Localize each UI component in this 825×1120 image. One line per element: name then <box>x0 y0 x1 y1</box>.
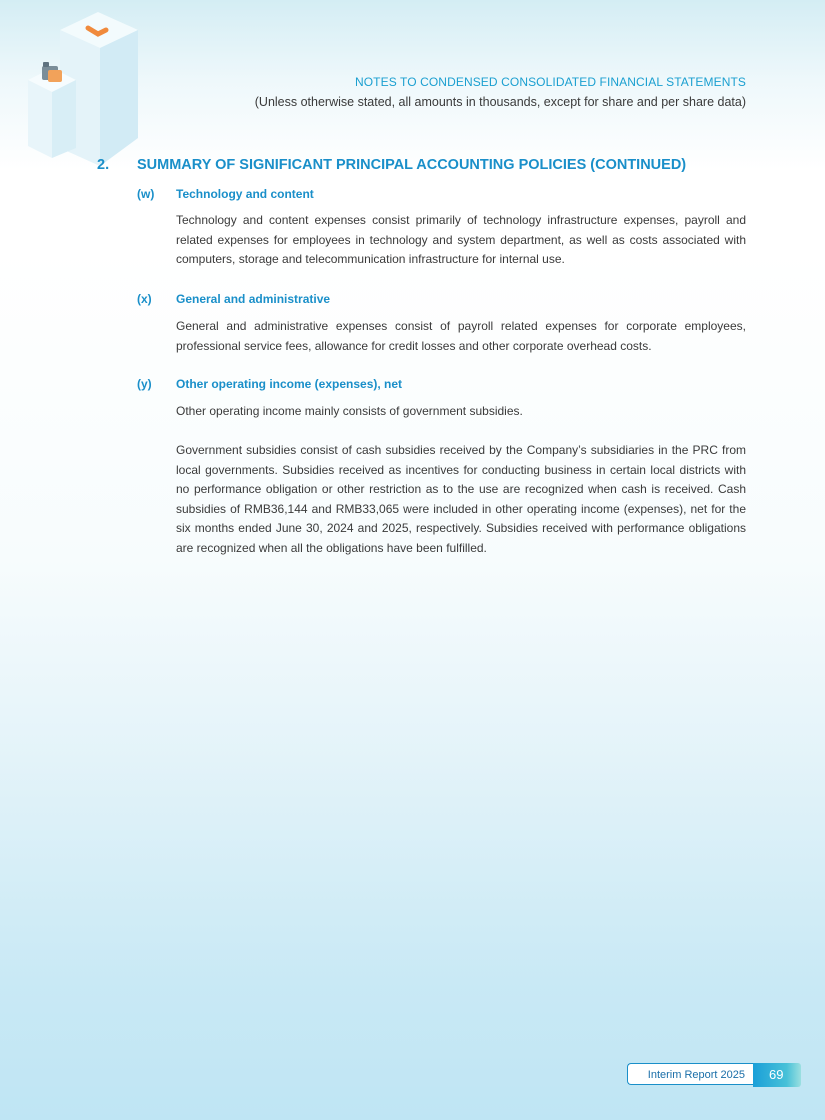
item-w-label: (w) <box>137 187 155 201</box>
item-y-paragraph-1: Other operating income mainly consists of government subsidies. <box>176 404 523 418</box>
decorative-cubes-illustration <box>20 8 150 168</box>
gift-box-icon <box>42 62 62 82</box>
running-header-title: NOTES TO CONDENSED CONSOLIDATED FINANCIAL STATEMENTS <box>354 75 746 89</box>
item-y-title: Other operating income (expenses), net <box>176 377 403 391</box>
section-title: SUMMARY OF SIGNIFICANT PRINCIPAL ACCOUNTING POLICIES (CONTINUED) <box>137 157 687 173</box>
item-x-label: (x) <box>137 292 152 306</box>
section-number: 2. <box>97 157 110 173</box>
page-number: 69 <box>753 1063 801 1087</box>
item-x-title: General and administrative <box>176 292 331 306</box>
item-x-paragraph: General and administrative expenses consist of payroll related expenses for corporate employees, professional service fees, allowance for credit losses and other corporate overhead costs. <box>176 319 746 353</box>
report-label: Interim Report 2025 <box>627 1063 753 1085</box>
item-w-title: Technology and content <box>176 187 314 201</box>
item-y-paragraph-2: Government subsidies consist of cash subsidies received by the Company’s subsidiaries in the PRC from local governments. Subsidies received as incentives for conducting business in certain local districts with no performance obligation or other restriction as to the use are recognized when cash is received. Cash subsidies of RMB36,144 and RMB33,065 were included in other operating income (expenses), net for the six months ended June 30, 2024 and 2025, respectively. Subsidies received with performance obligations are recognized when all the obligations have been fulfilled. <box>176 443 746 555</box>
running-header-subtitle: (Unless otherwise stated, all amounts in thousands, except for share and per share data) <box>254 95 746 109</box>
small-cube-right <box>52 80 76 158</box>
page-footer <box>627 1063 801 1087</box>
item-w-paragraph: Technology and content expenses consist primarily of technology infrastructure expenses, payroll and related expenses for employees in technology and system department, as well as costs associated with computers, storage and telecommunication infrastructure for internal use. <box>176 213 746 266</box>
cube-right-face <box>100 30 138 166</box>
item-y-label: (y) <box>137 377 152 391</box>
small-cube-left <box>28 80 52 158</box>
